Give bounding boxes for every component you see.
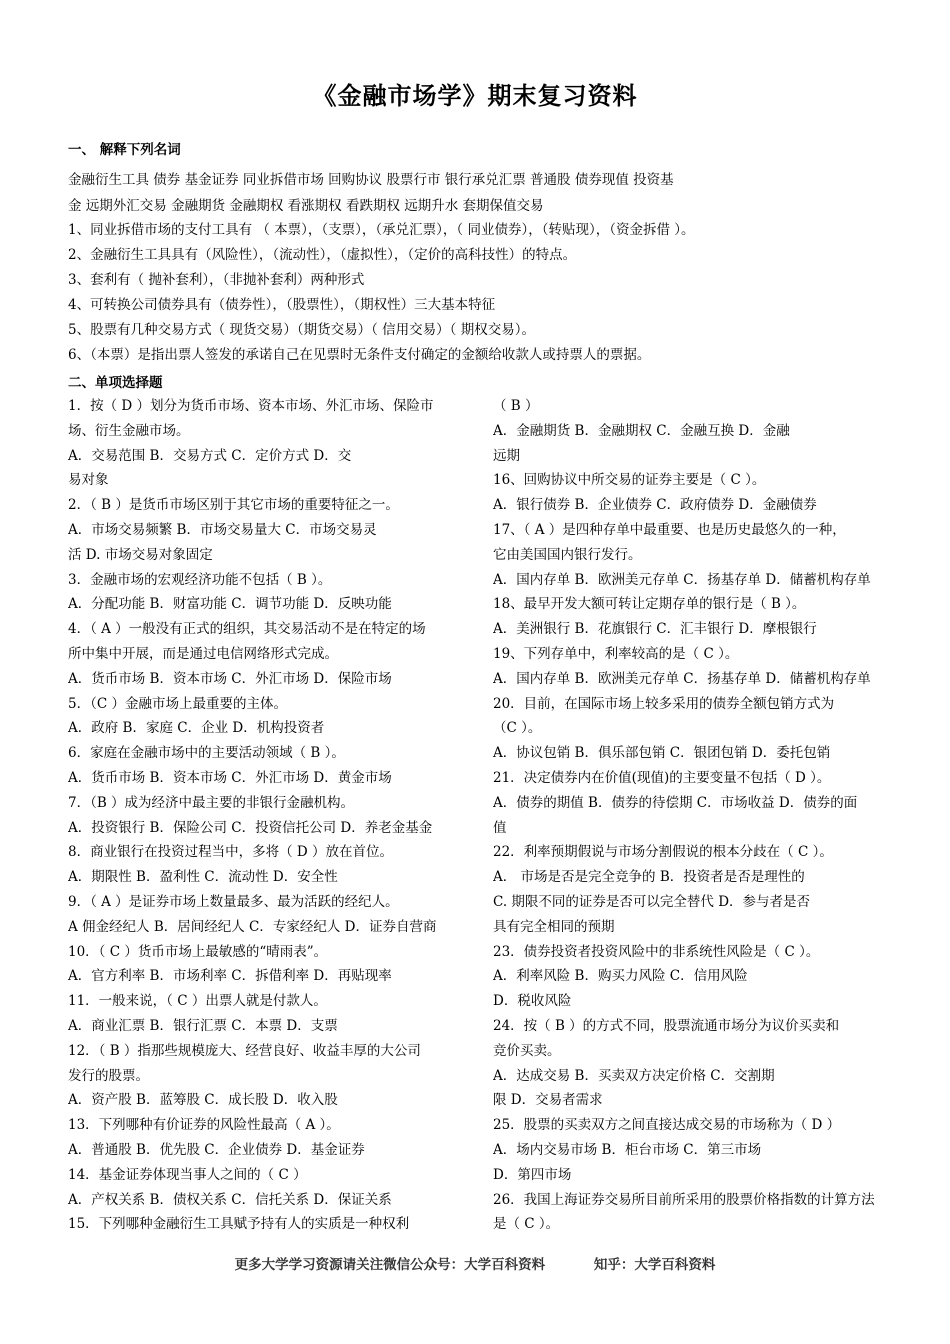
question-line: 8．商业银行在投资过程当中，多将（ D ）放在首位。: [68, 844, 393, 861]
question-line: 15．下列哪种金融衍生工具赋予持有人的实质是一种权利: [68, 1216, 410, 1233]
question-line: A．债券的期值 B．债券的待偿期 C．市场收益 D．债券的面: [493, 794, 858, 811]
page-footer: [0, 1253, 950, 1273]
question-line: 值: [493, 819, 507, 836]
question-line: 5．（C ）金融市场上最重要的主体。: [68, 695, 287, 712]
question-line: 25．股票的买卖双方之间直接达成交易的市场称为（ D ）: [493, 1117, 841, 1134]
question-line: 易对象: [68, 472, 109, 489]
choices-right-column: [493, 394, 883, 1237]
question-line: A．达成交易 B．买卖双方决定价格 C．交割期: [493, 1067, 775, 1084]
question-line: A．货币市场 B．资本市场 C．外汇市场 D．保险市场: [68, 670, 392, 687]
question-line: 2．（ B ）是货币市场区别于其它市场的重要特征之一。: [68, 497, 399, 514]
question-line: A．货币市场 B．资本市场 C．外汇市场 D．黄金市场: [68, 769, 392, 786]
question-line: 发行的股票。: [68, 1067, 149, 1084]
question-line: 场、衍生金融市场。: [68, 422, 190, 439]
question-line: （C ）。: [493, 720, 542, 737]
question-line: 限 D．交易者需求: [493, 1092, 603, 1109]
question-line: A．投资银行 B．保险公司 C．投资信托公司 D．养老金基金: [68, 819, 433, 836]
terms-line: 2、金融衍生工具具有（风险性），（流动性），（虚拟性），（定价的高科技性）的特点。: [68, 247, 577, 263]
question-line: A．商业汇票 B．银行汇票 C．本票 D．支票: [68, 1017, 338, 1034]
question-line: A．官方利率 B．市场利率 C．拆借利率 D．再贴现率: [68, 968, 392, 985]
question-line: 是（ C ）。: [493, 1216, 560, 1233]
question-line: 远期: [493, 447, 520, 464]
question-line: 具有完全相同的预期: [493, 918, 615, 935]
question-line: 6．家庭在金融市场中的主要活动领域（ B ）。: [68, 745, 345, 762]
question-line: A．分配功能 B．财富功能 C．调节功能 D．反映功能: [68, 596, 392, 613]
question-line: A．国内存单 B．欧洲美元存单 C．扬基存单 D．储蓄机构存单: [493, 571, 871, 588]
terms-line: 3、套利有（ 抛补套利），（非抛补套利）两种形式: [68, 272, 365, 288]
question-line: 4．（ A ）一般没有正式的组织，其交易活动不是在特定的场: [68, 621, 426, 638]
question-line: D．第四市场: [493, 1166, 572, 1183]
question-line: （ B ）: [493, 398, 539, 414]
question-line: 23．债券投资者投资风险中的非系统性风险是（ C ）。: [493, 943, 820, 960]
question-line: 11．一般来说，（ C ）出票人就是付款人。: [68, 993, 327, 1010]
question-line: 7．（B ）成为经济中最主要的非银行金融机构。: [68, 794, 355, 811]
question-line: 24．按（ B ）的方式不同，股票流通市场分为议价买卖和: [493, 1017, 840, 1034]
terms-line: 4、可转换公司债券具有（债券性），（股票性），（期权性）三大基本特征: [68, 297, 496, 313]
question-line: A．普通股 B．优先股 C．企业债券 D．基金证券: [68, 1141, 365, 1158]
footer-wechat-note: 更多大学学习资源请关注微信公众号：大学百科资料: [234, 1257, 546, 1273]
question-line: 16、回购协议中所交易的证券主要是（ C ）。: [493, 472, 766, 489]
question-line: 1．按（ D ）划分为货币市场、资本市场、外汇市场、保险市: [68, 398, 434, 414]
question-line: A．场内交易市场 B．柜台市场 C．第三市场: [493, 1141, 762, 1158]
document-title: 《金融市场学》期末复习资料: [312, 81, 638, 110]
question-line: D．税收风险: [493, 993, 572, 1010]
question-line: 20．目前，在国际市场上较多采用的债券全额包销方式为: [493, 695, 835, 712]
question-line: A．产权关系 B．债权关系 C．信托关系 D．保证关系: [68, 1191, 392, 1208]
question-line: A．利率风险 B．购买力风险 C．信用风险: [493, 968, 748, 985]
question-line: A 佣金经纪人 B．居间经纪人 C．专家经纪人 D．证券自营商: [68, 918, 437, 935]
question-line: A．期限性 B．盈利性 C．流动性 D．安全性: [68, 869, 338, 886]
question-line: A．银行债券 B．企业债券 C．政府债券 D．金融债券: [493, 497, 817, 514]
terms-line: 金 远期外汇交易 金融期货 金融期权 看涨期权 看跌期权 远期升水 套期保值交易: [68, 198, 544, 214]
question-line: A．美洲银行 B．花旗银行 C．汇丰银行 D．摩根银行: [493, 621, 817, 638]
question-line: A．市场交易频繁 B．市场交易量大 C．市场交易灵: [68, 521, 377, 538]
section-heading-choices: 二、单项选择题: [68, 375, 163, 391]
question-line: A．国内存单 B．欧洲美元存单 C．扬基存单 D．储蓄机构存单: [493, 670, 871, 687]
footer-zhihu-note: 知乎：大学百科资料: [593, 1257, 716, 1273]
terms-line: 金融衍生工具 债券 基金证券 同业拆借市场 回购协议 股票行市 银行承兑汇票 普通股 债券现值 投资基: [68, 172, 674, 188]
question-line: 13．下列哪种有价证券的风险性最高（ A ）。: [68, 1117, 340, 1134]
question-line: 它由美国国内银行发行。: [493, 546, 642, 563]
terms-line: 1、同业拆借市场的支付工具有 （ 本票），（支票），（承兑汇票），（ 同业债券），（转贴现），（资金拆借 ）。: [68, 222, 695, 238]
question-line: 14．基金证券体现当事人之间的（ C ）: [68, 1166, 307, 1183]
question-line: A．资产股 B．蓝筹股 C．成长股 D．收入股: [68, 1092, 338, 1109]
question-line: 18、最早开发大额可转让定期存单的银行是（ B ）。: [493, 596, 806, 613]
question-line: 21．决定债券内在价值(现值)的主要变量不包括（ D ）。: [493, 769, 831, 786]
question-line: 竞价买卖。: [493, 1042, 561, 1059]
question-line: A．政府 B．家庭 C．企业 D．机构投资者: [68, 720, 325, 737]
choices-left-column: [68, 394, 458, 1237]
question-line: 3．金融市场的宏观经济功能不包括（ B ）。: [68, 571, 332, 588]
question-line: 活 D. 市场交易对象固定: [68, 546, 213, 563]
question-line: C. 期限不同的证券是否可以完全替代 D．参与者是否: [493, 893, 811, 910]
question-line: 17、（ A ）是四种存单中最重要、也是历史最悠久的一种，: [493, 521, 846, 538]
question-line: 22．利率预期假说与市场分割假说的根本分歧在（ C ）。: [493, 844, 833, 861]
question-line: A．协议包销 B．俱乐部包销 C．银团包销 D．委托包销: [493, 745, 831, 762]
question-line: A． 市场是否是完全竞争的 B．投资者是否是理性的: [493, 869, 805, 886]
section-heading-terms: 一、 解释下列名词: [68, 142, 181, 158]
question-line: A．金融期货 B．金融期权 C．金融互换 D．金融: [493, 422, 790, 439]
question-line: A．交易范围 B．交易方式 C．定价方式 D．交: [68, 447, 352, 464]
question-line: 12．（ B ）指那些规模庞大、经营良好、收益丰厚的大公司: [68, 1042, 421, 1059]
question-line: 9．（ A ）是证券市场上数量最多、最为活跃的经纪人。: [68, 893, 399, 910]
question-line: 26．我国上海证券交易所目前所采用的股票价格指数的计算方法: [493, 1191, 875, 1208]
terms-line: 5、股票有几种交易方式（ 现货交易）（期货交易）（ 信用交易）（ 期权交易）。: [68, 322, 535, 338]
question-line: 所中集中开展，而是通过电信网络形式完成。: [68, 645, 338, 662]
question-line: 10．（ C ）货币市场上最敏感的“晴雨表”。: [68, 943, 328, 960]
terms-line: 6、（本票）是指出票人签发的承诺自己在见票时无条件支付确定的金额给收款人或持票人的票据。: [68, 347, 651, 363]
question-line: 19、下列存单中，利率较高的是（ C ）。: [493, 645, 739, 662]
